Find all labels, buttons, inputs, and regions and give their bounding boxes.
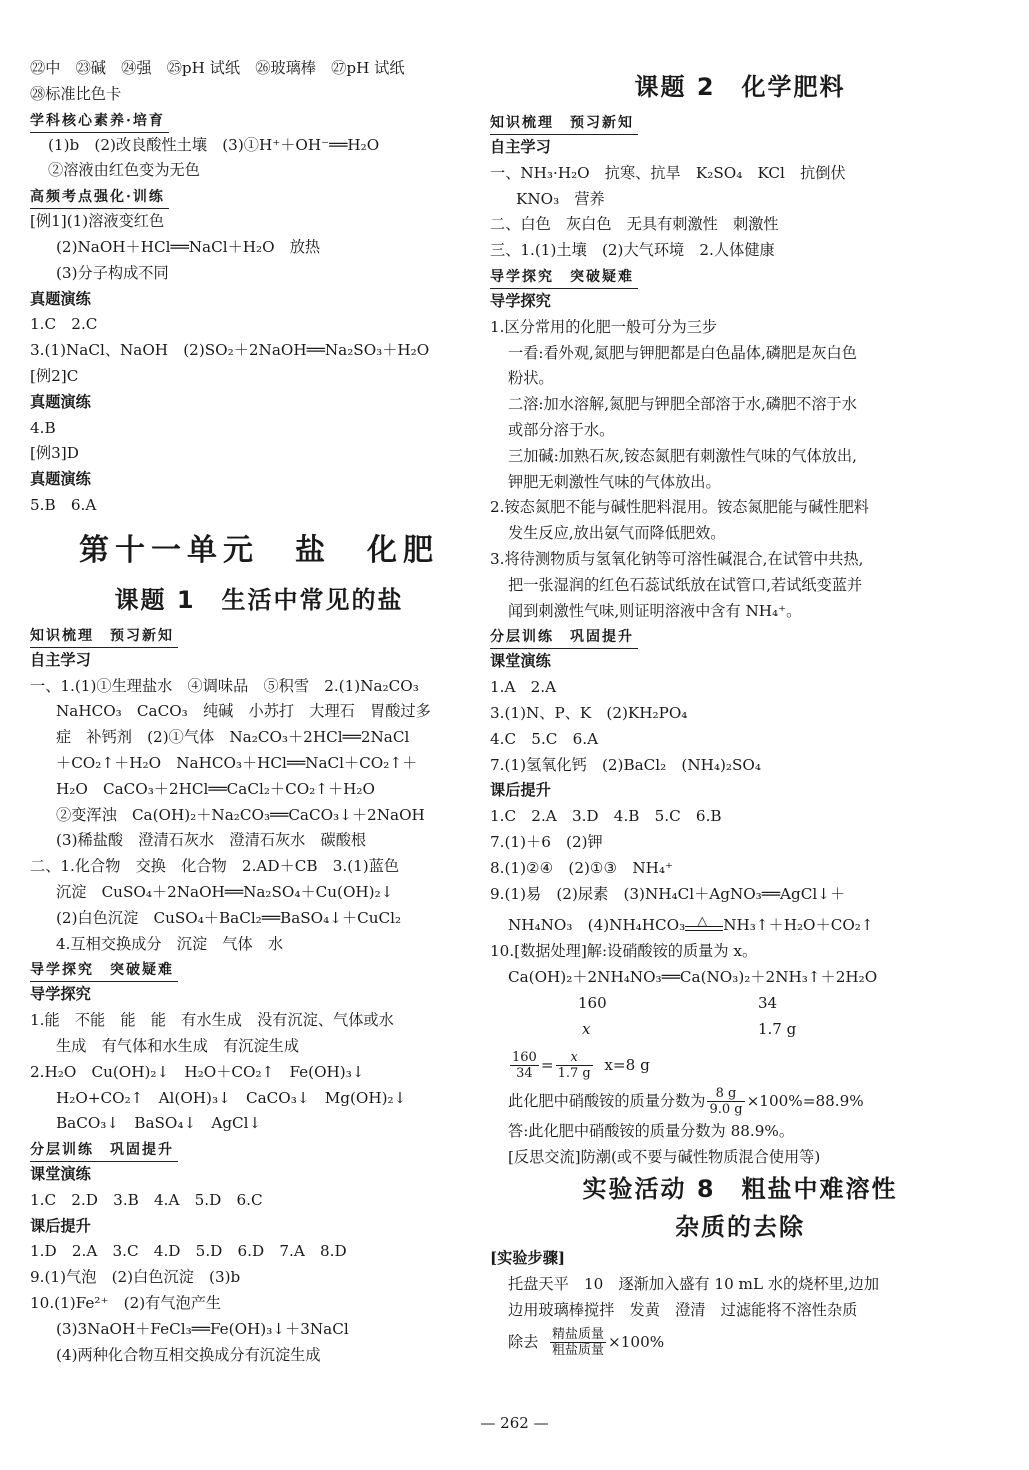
subheading: [实验步骤] bbox=[490, 1249, 566, 1268]
answer-line: 10.[数据处理]解:设硝酸铵的质量为 x。 bbox=[490, 942, 758, 961]
answer-line: NaHCO₃ CaCO₃ 纯碱 小苏打 大理石 胃酸过多 bbox=[56, 702, 431, 721]
answer-line: 4.B bbox=[30, 418, 56, 437]
section-heading: 知识梳理 预习新知 bbox=[490, 112, 638, 135]
answer-line: ㉘标准比色卡 bbox=[30, 84, 122, 103]
subheading: 导学探究 bbox=[490, 291, 551, 310]
answer-line: 1.C 2.C bbox=[30, 315, 98, 334]
answer-line: ②溶液由红色变为无色 bbox=[48, 161, 200, 180]
answer-line: 1.C 2.A 3.D 4.B 5.C 6.B bbox=[490, 807, 722, 826]
answer-line: 症 补钙剂 (2)①气体 Na₂CO₃＋2HCl══2NaCl bbox=[56, 728, 410, 747]
answer-line: 或部分溶于水。 bbox=[508, 420, 615, 439]
answer-line: 闻到刺激性气味,则证明溶液中含有 NH₄⁺。 bbox=[508, 601, 802, 620]
answer-line: 钾肥无刺激性气味的气体放出。 bbox=[508, 472, 721, 491]
calc-value: 160 bbox=[578, 993, 607, 1012]
answer-line: [例1](1)溶液变红色 bbox=[30, 212, 165, 231]
answer-line: 三加碱:加熟石灰,铵态氮肥有刺激性气味的气体放出, bbox=[508, 446, 857, 465]
answer-line: 一、1.(1)①生理盐水 ④调味品 ⑤积雪 2.(1)Na₂CO₃ bbox=[30, 676, 419, 695]
heating-condition bbox=[685, 914, 723, 935]
left-column bbox=[30, 56, 488, 1368]
answer-line: 3.(1)N、P、K (2)KH₂PO₄ bbox=[490, 703, 688, 722]
answer-line: 发生反应,放出氨气而降低肥效。 bbox=[508, 524, 726, 543]
section-heading: 分层训练 巩固提升 bbox=[490, 626, 638, 649]
calc-row bbox=[490, 1017, 990, 1043]
answer-line: H₂O+CO₂↑ Al(OH)₃↓ CaCO₃↓ Mg(OH)₂↓ bbox=[56, 1088, 407, 1107]
answer-line: 4.C 5.C 6.A bbox=[490, 729, 599, 748]
subheading: 课堂演练 bbox=[30, 1165, 91, 1184]
answer-line bbox=[490, 913, 990, 939]
answer-line: 2.铵态氮肥不能与碱性肥料混用。铵态氮肥能与碱性肥料 bbox=[490, 498, 869, 517]
ratio-result: x=8 g bbox=[604, 1055, 650, 1074]
answer-line: 1.A 2.A bbox=[490, 678, 557, 697]
subheading: 课后提升 bbox=[30, 1216, 91, 1235]
topic-title: 课题 2 化学肥料 bbox=[634, 73, 846, 101]
answer-line: 10.(1)Fe²⁺ (2)有气泡产生 bbox=[30, 1294, 222, 1313]
answer-line: (3)分子构成不同 bbox=[56, 263, 169, 282]
section-heading: 导学探究 突破疑难 bbox=[30, 959, 178, 982]
answer-line: BaCO₃↓ BaSO₄↓ AgCl↓ bbox=[56, 1114, 262, 1133]
answer-line: ＋CO₂↑＋H₂O NaHCO₃＋HCl══NaCl＋CO₂↑＋ bbox=[56, 753, 418, 772]
answer-line: 一看:看外观,氮肥与钾肥都是白色晶体,磷肥是灰白色 bbox=[508, 343, 857, 362]
answer-line: [例2]C bbox=[30, 366, 79, 385]
chemical-equation: Ca(OH)₂＋2NH₄NO₃══Ca(NO₃)₂＋2NH₃↑＋2H₂O bbox=[508, 967, 878, 986]
answer-line: 1.能 不能 能 能 有水生成 没有沉淀、气体或水 bbox=[30, 1011, 394, 1030]
answer-line: 一、NH₃·H₂O 抗寒、抗旱 K₂SO₄ KCl 抗倒伏 bbox=[490, 163, 846, 182]
answer-line: ②变浑浊 Ca(OH)₂＋Na₂CO₃══CaCO₃↓＋2NaOH bbox=[56, 805, 425, 824]
section-heading: 高频考点强化·训练 bbox=[30, 186, 169, 209]
answer-line: 3.(1)NaCl、NaOH (2)SO₂＋2NaOH══Na₂SO₃＋H₂O bbox=[30, 341, 430, 360]
calc-row bbox=[490, 991, 990, 1017]
answer-line: H₂O CaCO₃＋2HCl══CaCl₂＋CO₂↑＋H₂O bbox=[56, 779, 375, 798]
topic-title: 杂质的去除 bbox=[675, 1213, 805, 1242]
fraction: $\frac{\text{精盐质量}}{\text{粗盐质量}}$ bbox=[552, 1327, 605, 1359]
answer-line: 8.(1)②④ (2)①③ NH₄⁺ bbox=[490, 858, 673, 877]
answer-line: [例3]D bbox=[30, 444, 79, 463]
answer-line: 1.C 2.D 3.B 4.A 5.D 6.C bbox=[30, 1190, 263, 1209]
answer-line: (3)稀盐酸 澄清石灰水 澄清石灰水 碳酸根 bbox=[56, 831, 367, 850]
answer-line: (2)白色沉淀 CuSO₄＋BaCl₂══BaSO₄↓＋CuCl₂ bbox=[56, 908, 402, 927]
subheading: 课堂演练 bbox=[490, 652, 551, 671]
answer-line: 三、1.(1)土壤 (2)大气环境 2.人体健康 bbox=[490, 241, 775, 260]
calc-value: 34 bbox=[758, 993, 778, 1012]
answer-line: 把一张湿润的红色石蕊试纸放在试管口,若试纸变蓝并 bbox=[508, 575, 863, 594]
answer-line: KNO₃ 营养 bbox=[516, 189, 605, 208]
heat-triangle-icon: △ bbox=[697, 914, 708, 930]
answer-line: (4)两种化合物互相交换成分有沉淀生成 bbox=[56, 1345, 321, 1364]
answer-line: ㉒中 ㉓碱 ㉔强 ㉕pH 试纸 ㉖玻璃棒 ㉗pH 试纸 bbox=[30, 59, 405, 77]
answer-line: 3.将待测物质与氢氧化钠等可溶性碱混合,在试管中共热, bbox=[490, 549, 864, 568]
answer-line: 4.互相交换成分 沉淀 气体 水 bbox=[56, 934, 284, 953]
section-heading: 学科核心素养·培育 bbox=[30, 110, 169, 133]
answer-line: 2.H₂O Cu(OH)₂↓ H₂O＋CO₂↑ Fe(OH)₃↓ bbox=[30, 1062, 365, 1081]
fraction: $\frac{160}{34}$ bbox=[512, 1050, 537, 1082]
answer-line: 1.D 2.A 3.C 4.D 5.D 6.D 7.A 8.D bbox=[30, 1242, 347, 1261]
answer-line: 9.(1)易 (2)尿素 (3)NH₄Cl＋AgNO₃══AgCl↓＋ bbox=[490, 884, 846, 903]
unit-title: 第十一单元 盐 化肥 bbox=[79, 532, 439, 568]
ratio-line bbox=[490, 1047, 990, 1083]
equation-right: NH₃↑＋H₂O＋CO₂↑ bbox=[723, 916, 874, 935]
answer-line: 1.区分常用的化肥一般可分为三步 bbox=[490, 317, 718, 336]
answer-line: 二、白色 灰白色 无具有刺激性 刺激性 bbox=[490, 215, 779, 234]
answer-line: 7.(1)＋6 (2)钾 bbox=[490, 832, 603, 851]
subheading: 导学探究 bbox=[30, 985, 91, 1004]
answer-line: 沉淀 CuSO₄＋2NaOH══Na₂SO₄＋Cu(OH)₂↓ bbox=[56, 882, 394, 901]
answer-line: [反思交流]防潮(或不要与碱性物质混合使用等) bbox=[508, 1147, 821, 1166]
equation-left: NH₄NO₃ (4)NH₄HCO₃ bbox=[508, 916, 686, 935]
topic-title: 实验活动 8 粗盐中难溶性 bbox=[582, 1175, 898, 1204]
equals-sign: = bbox=[540, 1055, 554, 1074]
subheading: 真题演练 bbox=[30, 392, 91, 411]
calc-value: x bbox=[582, 1019, 591, 1038]
answer-line: 生成 有气体和水生成 有沉淀生成 bbox=[56, 1036, 299, 1055]
subheading: 真题演练 bbox=[30, 289, 91, 308]
answer-line: 9.(1)气泡 (2)白色沉淀 (3)b bbox=[30, 1268, 241, 1287]
subheading: 课后提升 bbox=[490, 781, 551, 800]
answer-line: 5.B 6.A bbox=[30, 495, 97, 514]
answer-line: (1)b (2)改良酸性土壤 (3)①H⁺＋OH⁻══H₂O bbox=[48, 135, 380, 154]
answer-line: 粉状。 bbox=[508, 369, 554, 388]
fraction: $\frac{x}{1.7 g}$ bbox=[557, 1050, 591, 1082]
subheading: 自主学习 bbox=[30, 650, 91, 669]
page-number: — 262 — bbox=[480, 1414, 549, 1432]
fraction: $\frac{8 g}{9.0 g}$ bbox=[709, 1086, 743, 1118]
answer-line: 除去 $\frac{\text{精盐质量}}{\text{粗盐质量}}$ ×100% bbox=[508, 1327, 665, 1359]
subheading: 自主学习 bbox=[490, 138, 551, 156]
section-heading: 知识梳理 预习新知 bbox=[30, 625, 178, 648]
topic-title: 课题 1 生活中常见的盐 bbox=[114, 585, 404, 614]
answer-line: (3)3NaOH＋FeCl₃══Fe(OH)₃↓＋3NaCl bbox=[56, 1319, 349, 1338]
section-heading: 分层训练 巩固提升 bbox=[30, 1139, 178, 1162]
answer-line: 答:此化肥中硝酸铵的质量分数为 88.9%。 bbox=[508, 1121, 795, 1140]
subheading: 真题演练 bbox=[30, 470, 91, 489]
right-column bbox=[490, 56, 990, 1360]
calc-value: 1.7 g bbox=[758, 1019, 797, 1038]
answer-line: 此化肥中硝酸铵的质量分数为 $\frac{8 g}{9.0 g}$ ×100%=88.9% bbox=[508, 1086, 864, 1118]
answer-line: 二、1.化合物 交换 化合物 2.AD＋CB 3.(1)蓝色 bbox=[30, 857, 400, 876]
answer-line: 边用玻璃棒搅拌 发黄 澄清 过滤能将不溶性杂质 bbox=[508, 1300, 858, 1319]
answer-line: 二溶:加水溶解,氮肥与钾肥全部溶于水,磷肥不溶于水 bbox=[508, 395, 857, 414]
answer-line: 7.(1)氢氧化钙 (2)BaCl₂ (NH₄)₂SO₄ bbox=[490, 755, 761, 774]
section-heading: 导学探究 突破疑难 bbox=[490, 266, 638, 289]
answer-line: (2)NaOH＋HCl══NaCl＋H₂O 放热 bbox=[56, 237, 321, 256]
answer-line: 托盘天平 10 逐渐加入盛有 10 mL 水的烧杯里,边加 bbox=[508, 1275, 880, 1294]
